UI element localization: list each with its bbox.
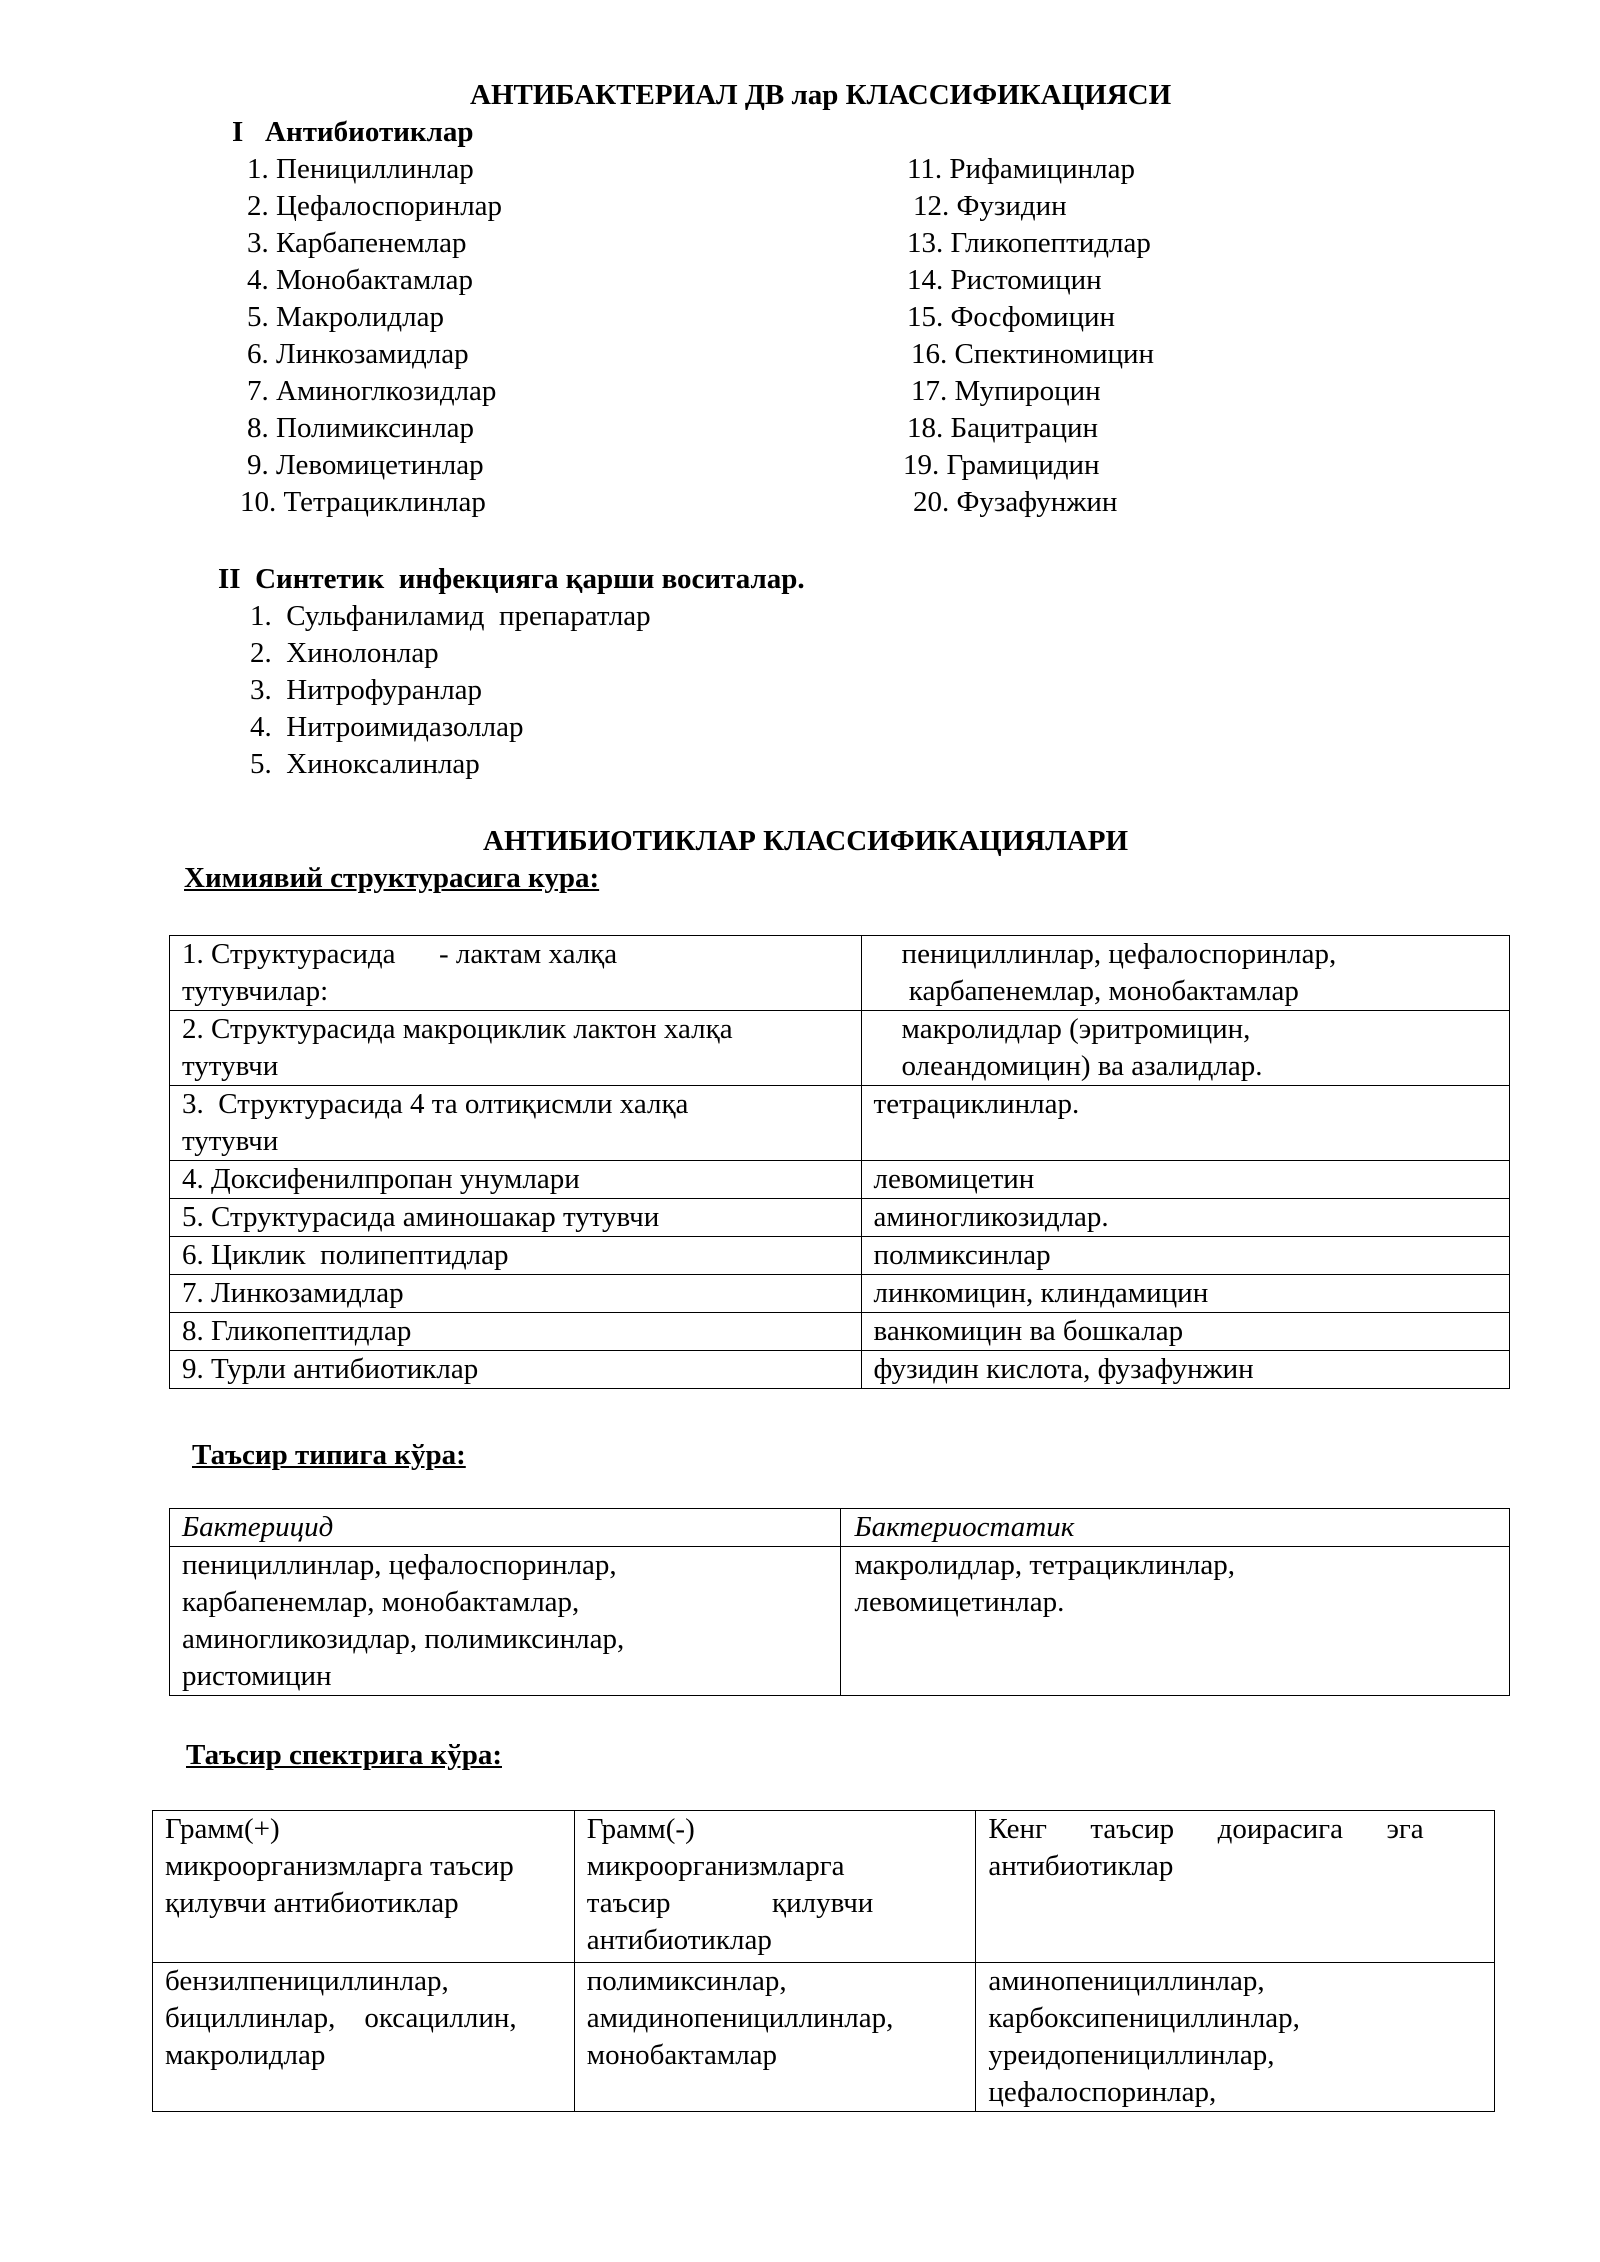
list-item: 12. Фузидин [913,190,1067,222]
list-item: 14. Ристомицин [907,264,1102,296]
list-item: 10. Тетрациклинлар [240,486,486,518]
list-item: 1. Сульфаниламид препаратлар [250,600,651,632]
list-item: 4. Монобактамлар [247,264,474,296]
bacteriostatic-header: Бактериостатик [840,1509,1510,1547]
classification-title: АНТИБИОТИКЛАР КЛАССИФИКАЦИЯЛАРИ [483,825,1129,857]
bactericidal-header: Бактерицид [170,1509,841,1547]
list-item: 7. Аминоглкозидлар [247,375,497,407]
antibiotics-list-right [903,151,1155,521]
chemical-structure-heading: Химиявий структурасига кура: [184,862,600,894]
spectrum-table [152,1810,1495,2112]
list-item: 2. Цефалоспоринлар [247,190,503,222]
list-item: 15. Фосфомицин [907,301,1116,333]
spectrum-heading: Таъсир спектрига кўра: [186,1739,502,1771]
table-row: 4. Доксифенилпропан унумлари левомицетин [170,1161,1510,1199]
list-item: 16. Спектиномицин [911,338,1155,370]
action-type-table [169,1508,1510,1696]
section-1-heading: I Антибиотиклар [232,116,474,148]
list-item: 5. Хиноксалинлар [250,748,480,780]
list-item: 6. Линкозамидлар [247,338,469,370]
list-item: 3. Нитрофуранлар [250,674,483,706]
list-item: 4. Нитроимидазоллар [250,711,524,743]
table-row: 2. Структурасида макроциклик лактон халқа тутувчи макролидлар (эритромицин, олеандомицин) ва азалидлар. [170,1011,1510,1086]
table-row: 8. Гликопептидлар ванкомицин ва бошкалар [170,1313,1510,1351]
list-item: 17. Мупироцин [911,375,1101,407]
list-item: 11. Рифамицинлар [907,153,1136,185]
list-item: 2. Хинолонлар [250,637,439,669]
list-item: 20. Фузафунжин [913,486,1118,518]
list-item: 9. Левомицетинлар [247,449,484,481]
list-item: 19. Грамицидин [903,449,1100,481]
table-row: Грамм(+) микроорганизмларга таъсир қилувчи антибиотиклар Грамм(-) микроорганизмларга таъсир қилувчи антибиотиклар Кенг таъсир доирасига эга антибиотиклар [153,1811,1495,1963]
table-row: 5. Структурасида аминошакар тутувчи аминогликозидлар. [170,1199,1510,1237]
list-item: 13. Гликопептидлар [907,227,1151,259]
list-item: 3. Карбапенемлар [247,227,467,259]
chemical-structure-table [169,935,1510,1389]
table-row [170,1509,1510,1547]
list-item: 8. Полимиксинлар [247,412,475,444]
table-row: 3. Структурасида 4 та олтиқисмли халқа тутувчи тетрациклинлар. [170,1086,1510,1161]
table-row: бензилпенициллинлар, бициллинлар, оксациллин, макролидлар полимиксинлар, амидинопенициллинлар, монобактамлар аминопенициллинлар, карбоксипенициллинлар, уреидопенициллинлар, цефалоспоринлар, [153,1963,1495,2112]
table-row: пенициллинлар, цефалоспоринлар, карбапенемлар, монобактамлар, аминогликозидлар, полимиксинлар, ристомицин макролидлар, тетрациклинлар, левомицетинлар. [170,1547,1510,1696]
list-item: 1. Пенициллинлар [247,153,474,185]
table-row: 7. Линкозамидлар линкомицин, клиндамицин [170,1275,1510,1313]
table-row: 6. Циклик полипептидлар полмиксинлар [170,1237,1510,1275]
list-item: 18. Бацитрацин [907,412,1099,444]
table-row: 9. Турли антибиотиклар фузидин кислота, фузафунжин [170,1351,1510,1389]
page-title: АНТИБАКТЕРИАЛ ДВ лар КЛАССИФИКАЦИЯСИ [470,79,1172,111]
list-item: 5. Макролидлар [247,301,444,333]
action-type-heading: Таъсир типига кўра: [192,1439,466,1471]
antibiotics-list-left [240,151,503,521]
synthetic-list [250,598,651,783]
table-row: 1. Структурасида - лактам халқа тутувчилар: пенициллинлар, цефалоспоринлар, карбапенемлар, монобактамлар [170,936,1510,1011]
section-2-heading: II Синтетик инфекцияга қарши воситалар. [218,563,805,595]
